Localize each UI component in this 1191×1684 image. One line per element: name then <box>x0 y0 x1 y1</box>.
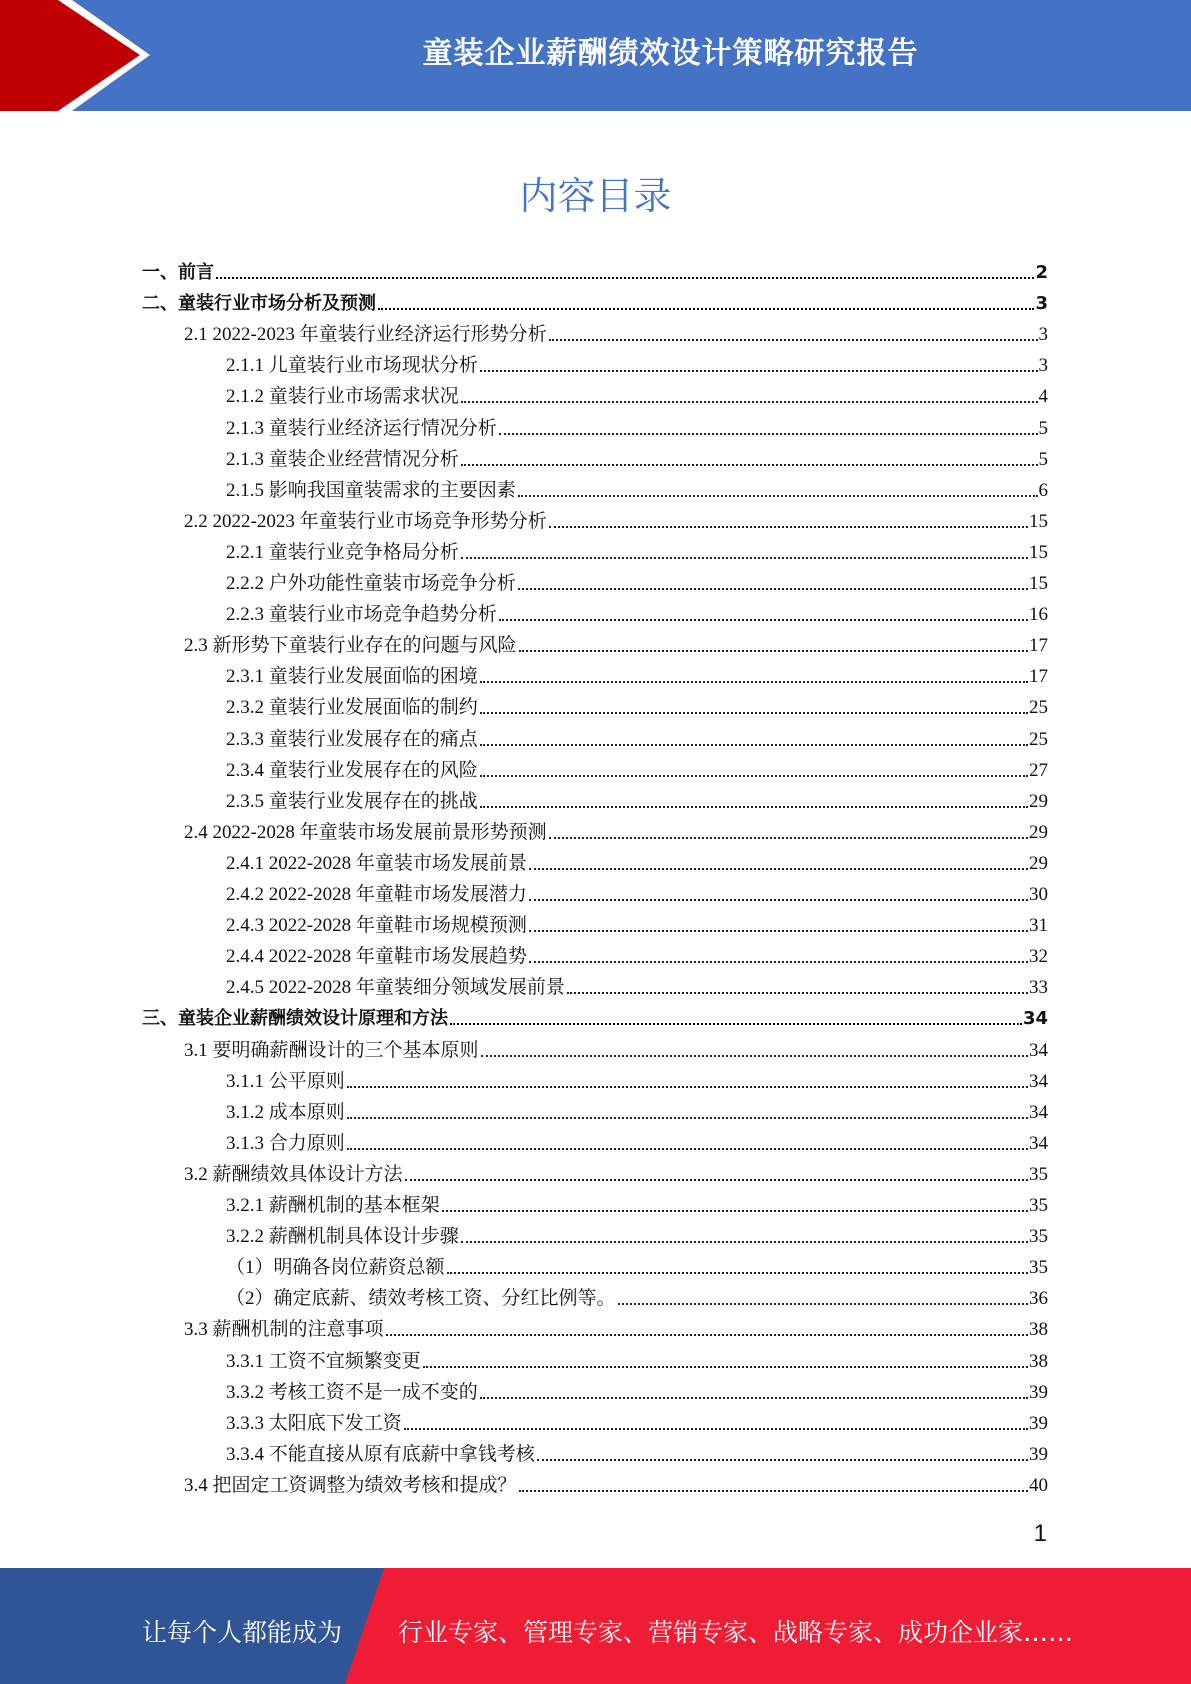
toc-entry-label: 2.4.3 2022-2028 年童鞋市场规模预测 <box>226 915 527 937</box>
toc-leader-dots <box>480 775 1028 777</box>
toc-leader-dots <box>499 433 1038 435</box>
toc-entry-page: 31 <box>1029 915 1048 937</box>
toc-entry[interactable] <box>226 875 1048 906</box>
toc-entry-label: 3.1 要明确薪酬设计的三个基本原则 <box>184 1039 479 1061</box>
toc-leader-dots <box>529 899 1028 901</box>
toc-leader-dots <box>461 401 1038 403</box>
toc-entry-label: 2.1.2 童装行业市场需求状况 <box>226 386 459 408</box>
toc-entry-page: 39 <box>1029 1412 1048 1434</box>
toc-leader-dots <box>378 308 1034 310</box>
toc-entry-page: 34 <box>1029 1101 1048 1123</box>
toc-entry-page: 38 <box>1029 1319 1048 1341</box>
toc-entry-page: 3 <box>1035 293 1048 315</box>
toc-leader-dots <box>216 277 1034 279</box>
toc-entry-page: 34 <box>1029 1039 1048 1061</box>
toc-leader-dots <box>461 464 1038 466</box>
toc-entry-label: 2.2.2 户外功能性童装市场竞争分析 <box>226 573 516 594</box>
toc-entry-label: 2.4 2022-2028 年童装市场发展前景形势预测 <box>184 821 547 843</box>
toc-entry[interactable] <box>226 409 1048 440</box>
toc-entry-page: 6 <box>1038 479 1048 501</box>
toc-entry-label: 2.3 新形势下童装行业存在的问题与风险 <box>184 635 517 657</box>
toc-leader-dots <box>529 930 1028 932</box>
toc-entry[interactable] <box>142 284 1048 315</box>
toc-entry-page: 4 <box>1038 386 1048 408</box>
toc-leader-dots <box>480 1397 1028 1399</box>
toc-entry-page: 16 <box>1029 604 1048 626</box>
toc-entry-label: 二、童装行业市场分析及预测 <box>142 293 376 315</box>
toc-leader-dots <box>480 370 1038 372</box>
toc-entry[interactable] <box>226 720 1048 751</box>
footer-slogan-right: 行业专家、管理专家、营销专家、战略专家、成功企业家…… <box>398 1618 1074 1647</box>
toc-entry[interactable] <box>226 1248 1048 1279</box>
toc-entry-page: 29 <box>1029 852 1048 874</box>
toc-entry-label: 2.1.3 童装行业经济运行情况分析 <box>226 417 497 439</box>
report-title: 童装企业薪酬绩效设计策略研究报告 <box>422 36 919 71</box>
toc-leader-dots <box>529 961 1028 963</box>
toc-leader-dots <box>480 744 1028 746</box>
toc-leader-dots <box>481 1055 1028 1057</box>
toc-entry-label: 2.4.2 2022-2028 年童鞋市场发展潜力 <box>226 884 527 905</box>
toc-entry-page: 34 <box>1029 1070 1048 1092</box>
toc-entry-page: 17 <box>1029 635 1048 657</box>
toc-entry[interactable] <box>226 564 1048 595</box>
toc-entry-page: 35 <box>1029 1163 1048 1185</box>
toc-entry[interactable] <box>226 968 1048 999</box>
toc-entry-label: 2.3.3 童装行业发展存在的痛点 <box>226 728 478 750</box>
toc-entry[interactable] <box>226 657 1048 688</box>
page-footer <box>0 1568 1191 1684</box>
toc-entry-page: 25 <box>1029 728 1048 750</box>
toc-entry-label: 2.3.4 童装行业发展存在的风险 <box>226 759 478 781</box>
toc-leader-dots <box>519 1490 1028 1492</box>
toc-entry-label: 一、前言 <box>142 262 214 283</box>
toc-entry[interactable] <box>226 688 1048 719</box>
toc-heading: 内容目录 <box>519 174 672 218</box>
toc-entry-label: 2.2.1 童装行业竞争格局分析 <box>226 541 459 563</box>
toc-entry-page: 33 <box>1029 977 1048 999</box>
header-arrow-decoration <box>0 0 160 111</box>
toc-leader-dots <box>447 1272 1028 1274</box>
toc-entry-label: 2.1.1 儿童装行业市场现状分析 <box>226 355 478 377</box>
toc-entry-page: 3 <box>1038 355 1048 377</box>
toc-entry[interactable] <box>184 502 1048 533</box>
page-number: 1 <box>1033 1520 1047 1547</box>
toc-entry-page: 35 <box>1029 1257 1048 1279</box>
toc-entry-page: 3 <box>1038 324 1048 346</box>
toc-entry[interactable] <box>226 471 1048 502</box>
toc-entry-page: 15 <box>1029 573 1048 594</box>
toc-entry[interactable] <box>184 1031 1048 1062</box>
toc-entry-page: 25 <box>1029 697 1048 719</box>
toc-entry-label: 2.1.5 影响我国童装需求的主要因素 <box>226 479 516 501</box>
toc-entry-label: 2.3.5 童装行业发展存在的挑战 <box>226 790 478 812</box>
toc-entry-label: （2）确定底薪、绩效考核工资、分红比例等。 <box>226 1288 616 1310</box>
toc-entry-label: 2.4.5 2022-2028 年童装细分领域发展前景 <box>226 977 565 999</box>
toc-entry[interactable] <box>226 1062 1048 1093</box>
toc-entry-page: 34 <box>1022 1008 1048 1030</box>
toc-leader-dots <box>347 1117 1028 1119</box>
toc-entry-page: 40 <box>1029 1474 1048 1496</box>
toc-entry-page: 29 <box>1029 821 1048 843</box>
toc-leader-dots <box>518 588 1028 590</box>
toc-entry[interactable] <box>226 346 1048 377</box>
toc-leader-dots <box>450 1023 1022 1025</box>
toc-entry[interactable] <box>226 937 1048 968</box>
toc-entry[interactable] <box>226 1373 1048 1404</box>
toc-leader-dots <box>529 868 1028 870</box>
toc-entry[interactable] <box>226 1342 1048 1373</box>
toc-entry[interactable] <box>184 1466 1048 1497</box>
toc-entry-label: 三、童装企业薪酬绩效设计原理和方法 <box>142 1008 448 1030</box>
toc-entry-label: 2.4.1 2022-2028 年童装市场发展前景 <box>226 852 527 874</box>
toc-entry[interactable] <box>184 626 1048 657</box>
toc-entry[interactable] <box>226 533 1048 564</box>
toc-entry-label: 3.3.3 太阳底下发工资 <box>226 1412 402 1434</box>
toc-leader-dots <box>461 557 1028 559</box>
toc-entry[interactable] <box>226 595 1048 626</box>
toc-leader-dots <box>549 339 1038 341</box>
toc-entry-label: 2.2.3 童装行业市场竞争趋势分析 <box>226 604 497 626</box>
toc-leader-dots <box>442 1210 1028 1212</box>
toc-entry-label: 2.1 2022-2023 年童装行业经济运行形势分析 <box>184 324 547 346</box>
toc-entry[interactable] <box>226 782 1048 813</box>
toc-entry-label: 3.3.1 工资不宜频繁变更 <box>226 1350 421 1372</box>
toc-entry-page: 35 <box>1029 1195 1048 1216</box>
toc-entry-label: 2.3.1 童装行业发展面临的困境 <box>226 666 478 688</box>
toc-entry-page: 32 <box>1029 946 1048 968</box>
toc-entry-page: 29 <box>1029 790 1048 812</box>
toc-leader-dots <box>405 1179 1028 1181</box>
toc-entry[interactable] <box>226 751 1048 782</box>
toc-entry[interactable] <box>226 440 1048 471</box>
toc-leader-dots <box>537 1459 1028 1461</box>
toc-entry[interactable] <box>226 1435 1048 1466</box>
toc-entry-page: 17 <box>1029 666 1048 688</box>
toc-entry-label: 2.1.3 童装企业经营情况分析 <box>226 448 459 470</box>
toc-entry-label: 3.1.1 公平原则 <box>226 1070 345 1092</box>
toc-entry-page: 5 <box>1038 417 1048 439</box>
toc-leader-dots <box>461 1241 1028 1243</box>
toc-entry-page: 15 <box>1029 541 1048 563</box>
toc-entry-page: 39 <box>1029 1443 1048 1465</box>
toc-entry-page: 2 <box>1035 262 1048 283</box>
toc-entry[interactable] <box>226 1186 1048 1217</box>
toc-entry-page: 39 <box>1029 1381 1048 1403</box>
toc-entry[interactable] <box>226 1093 1048 1124</box>
toc-entry-page: 5 <box>1038 448 1048 470</box>
toc-entry-label: 3.2.2 薪酬机制具体设计步骤 <box>226 1226 459 1248</box>
toc-entry-page: 34 <box>1029 1132 1048 1154</box>
toc-entry-label: 2.2 2022-2023 年童装行业市场竞争形势分析 <box>184 510 547 532</box>
toc-leader-dots <box>386 1334 1028 1336</box>
toc-entry-page: 30 <box>1029 884 1048 905</box>
toc-leader-dots <box>519 650 1028 652</box>
toc-leader-dots <box>347 1148 1028 1150</box>
toc-leader-dots <box>618 1303 1028 1305</box>
toc-leader-dots <box>423 1366 1028 1368</box>
toc-entry-label: （1）明确各岗位薪资总额 <box>226 1257 445 1279</box>
toc-leader-dots <box>549 837 1028 839</box>
toc-entry[interactable] <box>184 1155 1048 1186</box>
toc-leader-dots <box>499 619 1028 621</box>
toc-entry-label: 3.1.3 合力原则 <box>226 1132 345 1154</box>
toc-entry[interactable] <box>184 1310 1048 1341</box>
toc-leader-dots <box>480 806 1028 808</box>
toc-entry[interactable] <box>226 1124 1048 1155</box>
toc-entry-page: 27 <box>1029 759 1048 781</box>
page-header <box>0 0 1191 111</box>
toc-entry-label: 2.3.2 童装行业发展面临的制约 <box>226 697 478 719</box>
toc-entry[interactable] <box>226 906 1048 937</box>
toc-entry[interactable] <box>226 1279 1048 1310</box>
toc-entry-label: 3.3.4 不能直接从原有底薪中拿钱考核 <box>226 1443 535 1465</box>
toc-entry[interactable] <box>226 844 1048 875</box>
toc-leader-dots <box>567 992 1028 994</box>
toc-entry-page: 38 <box>1029 1350 1048 1372</box>
toc-entry-label: 3.2 薪酬绩效具体设计方法 <box>184 1163 403 1185</box>
toc-entry[interactable] <box>226 1404 1048 1435</box>
toc-entry-label: 3.3.2 考核工资不是一成不变的 <box>226 1381 478 1403</box>
toc-entry[interactable] <box>142 253 1048 284</box>
toc-entry-label: 3.1.2 成本原则 <box>226 1101 345 1123</box>
toc-entry-page: 15 <box>1029 510 1048 532</box>
toc-entry[interactable] <box>226 1217 1048 1248</box>
toc-leader-dots <box>347 1086 1028 1088</box>
toc-entry-label: 3.4 把固定工资调整为绩效考核和提成？ <box>184 1474 517 1496</box>
toc-leader-dots <box>549 526 1028 528</box>
toc-entry-label: 2.4.4 2022-2028 年童鞋市场发展趋势 <box>226 946 527 968</box>
footer-slogan-left: 让每个人都能成为 <box>142 1618 343 1647</box>
toc-leader-dots <box>480 712 1028 714</box>
toc-leader-dots <box>480 681 1028 683</box>
toc-leader-dots <box>518 495 1038 497</box>
toc-entry-page: 36 <box>1029 1288 1048 1310</box>
toc-entry[interactable] <box>184 813 1048 844</box>
toc-entry-label: 3.2.1 薪酬机制的基本框架 <box>226 1195 440 1216</box>
toc-entry-label: 3.3 薪酬机制的注意事项 <box>184 1319 384 1341</box>
toc-entry[interactable] <box>226 377 1048 408</box>
toc-leader-dots <box>404 1428 1028 1430</box>
toc-entry[interactable] <box>142 999 1048 1030</box>
toc-entry-page: 35 <box>1029 1226 1048 1248</box>
toc-entry[interactable] <box>184 315 1048 346</box>
